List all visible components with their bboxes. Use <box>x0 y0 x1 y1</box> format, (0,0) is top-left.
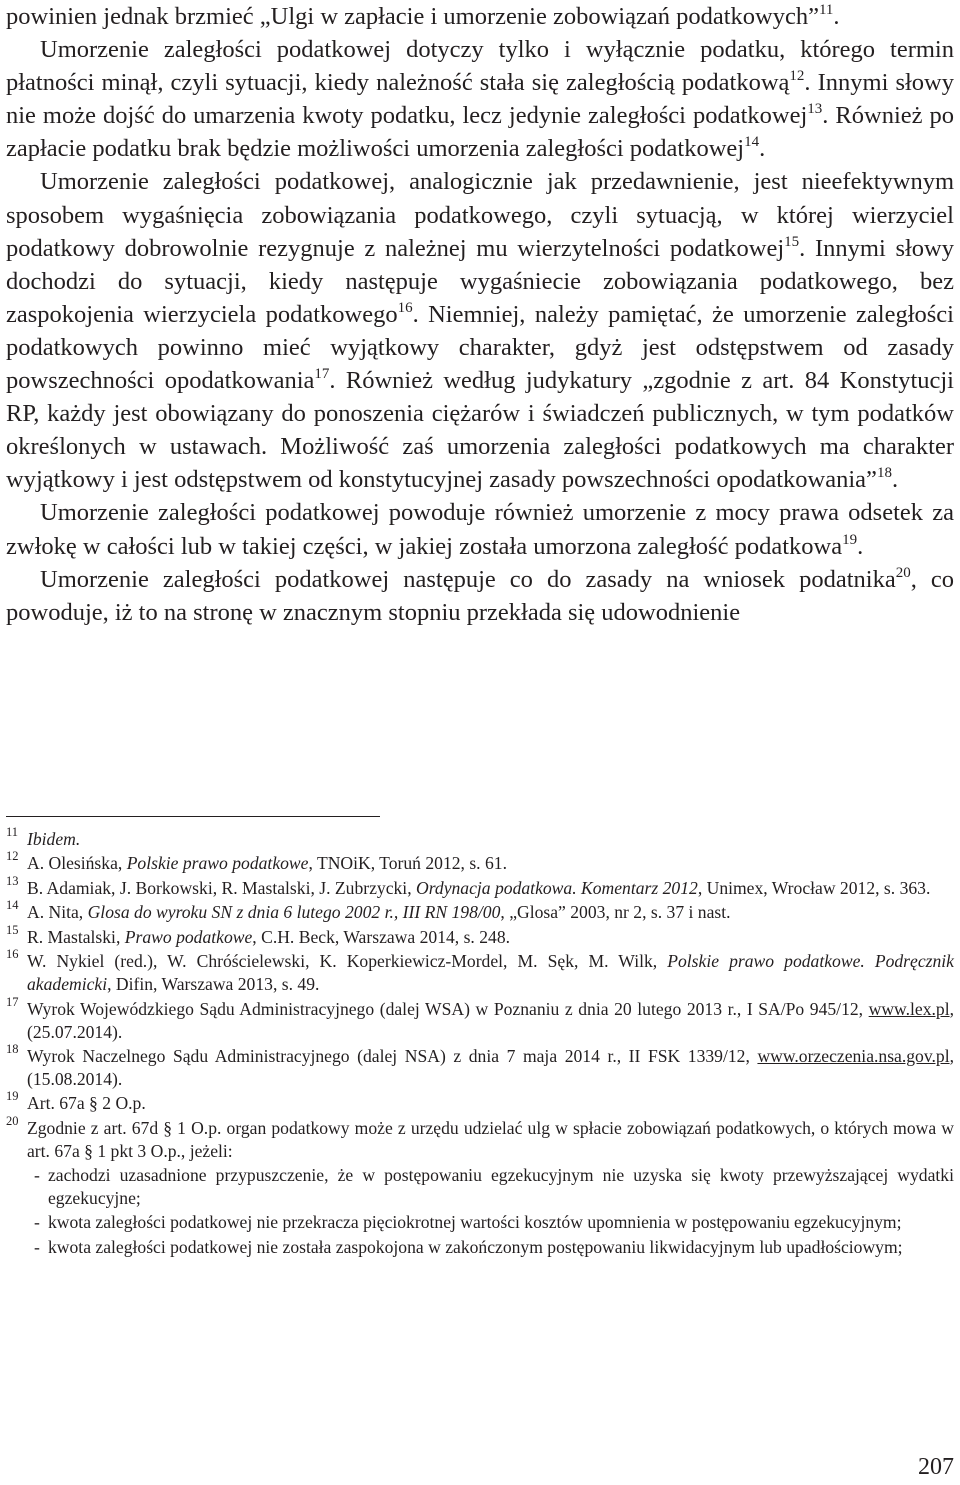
footnote-source: , Difin, Warszawa 2013, s. 49. <box>107 974 320 995</box>
paragraph-text: Umorzenie zaległości podatkowej dotyczy tylko i wyłącznie podatku, którego termin płatności minął, czyli sytuacji, kiedy należność stała się zaległością podatkową <box>6 36 954 97</box>
footnote-ref-15[interactable]: 15 <box>784 233 800 250</box>
paragraph-3 <box>6 165 954 496</box>
paragraph-text: Umorzenie zaległości podatkowej następuje co do zasady na wniosek podatnika <box>40 565 896 593</box>
footnote-text: Ibidem. <box>27 829 81 849</box>
footnote-ref-17[interactable]: 17 <box>314 366 330 383</box>
paragraph-text: . Niemniej, należy pamiętać, że umorzenie zaległości podatkowych powinno mieć wyjątkowy charakter, gdyż jest odstępstwem od zasady powszechności opodatkowania <box>6 300 954 395</box>
footnote-title: Glosa do wyroku SN z dnia 6 lutego 2002 r., III RN 198/00 <box>87 902 501 923</box>
footnote-author: B. Adamiak, J. Borkowski, R. Mastalski, J. Zubrzycki, <box>27 877 416 898</box>
footnote-source: , Unimex, Wrocław 2012, s. 363. <box>697 877 931 898</box>
footnote-link[interactable]: www.lex.pl <box>868 998 950 1019</box>
footnote-number: 16 <box>6 947 19 962</box>
footnote-11 <box>6 825 954 851</box>
footnote-ref-13[interactable]: 13 <box>807 101 823 118</box>
body-text <box>6 0 954 629</box>
list-item-text: kwota zaległości podatkowej nie przekracza pięciokrotnej wartości kosztów upomnienia w postępowaniu egzekucyjnym; <box>48 1212 902 1233</box>
paragraph-1 <box>6 0 954 33</box>
footnote-text: Wyrok Naczelnego Sądu Administracyjnego (dalej NSA) z dnia 7 maja 2014 r., II FSK 1339/12, <box>27 1045 758 1066</box>
footnote-text: Art. 67a § 2 O.p. <box>27 1093 146 1114</box>
paragraph-text: , co powoduje, iż to na stronę w znacznym stopniu przekłada się udowodnienie <box>6 565 954 626</box>
footnote-ref-12[interactable]: 12 <box>789 68 805 85</box>
footnote-20 <box>6 1113 954 1163</box>
list-dash: - <box>34 1236 40 1257</box>
footnote-12 <box>6 849 954 875</box>
paragraph-text: . Innymi słowy dochodzi do sytuacji, kiedy następuje wygaśniecie zobowiązania podatkowego, bez zaspokojenia wierzyciela podatkowego <box>6 234 955 328</box>
page-number: 207 <box>918 1454 954 1480</box>
footnote-13 <box>6 873 954 900</box>
footnote-number: 12 <box>6 849 19 864</box>
footnote-18 <box>6 1041 954 1091</box>
footnote-16 <box>6 947 954 996</box>
paragraph-text: . Innymi słowy nie może dojść do umarzenia kwoty podatku, lecz jedynie zaległości podatkowej <box>6 69 954 130</box>
footnote-ref-20[interactable]: 20 <box>895 564 911 581</box>
footnote-author: R. Mastalski, <box>27 926 125 947</box>
footnote-number: 17 <box>6 994 19 1009</box>
paragraph-text: Umorzenie zaległości podatkowej powoduje również umorzenie z mocy prawa odsetek za zwłokę w całości lub w takiej części, w jakiej została umorzona zaległość podatkowa <box>6 499 954 560</box>
footnote-number: 11 <box>6 825 19 839</box>
footnote-20-list <box>6 1164 954 1259</box>
paragraph-5 <box>6 563 954 629</box>
paragraph-text: . <box>833 3 840 30</box>
footnote-title: Prawo podatkowe <box>124 926 253 947</box>
footnote-ref-14[interactable]: 14 <box>744 134 760 151</box>
paragraph-text: powinien jednak brzmieć „Ulgi w zapłacie i umorzenie zobowiązań podatkowych” <box>6 3 819 30</box>
footnote-text: Zgodnie z art. 67d § 1 O.p. organ podatkowy może z urzędu udzielać ulg w spłacie zobowiązań podatkowych, o których mowa w art. 67a § 1 pkt 3 O.p., jeżeli: <box>27 1117 954 1161</box>
footnote-text: Wyrok Wojewódzkiego Sądu Administracyjnego (dalej WSA) w Poznaniu z dnia 20 lutego 2013 r., I SA/Po 945/12, <box>27 998 869 1019</box>
paragraph-text: . Również według judykatury „zgodnie z art. 84 Konstytucji RP, każdy jest obowiązany do ponoszenia ciężarów i świadczeń publicznych, w tym podatków określonych w ustawach. Możliwość zaś umorzenia zaległości podatkowych ma charakter wyjątkowy i jest odstępstwem od konstytucyjnej zasady powszechności opodatkowania” <box>6 367 954 494</box>
list-item-text: zachodzi uzasadnione przypuszczenie, że w postępowaniu egzekucyjnym nie uzyska się kwoty przewyższającej wydatki egzekucyjne; <box>48 1165 954 1208</box>
footnote-number: 20 <box>6 1113 19 1128</box>
footnote-link[interactable]: www.orzeczenia.nsa.gov.pl <box>757 1045 950 1066</box>
paragraph-text: Umorzenie zaległości podatkowej, analogicznie jak przedawnienie, jest nieefektywnym sposobem wygaśnięcia zobowiązania podatkowego, czyli sytuacją, w której wierzyciel podatkowy dobrowolnie rezygnuje z należnej mu wierzytelności podatkowej <box>6 168 954 262</box>
list-dash: - <box>34 1212 40 1233</box>
footnote-number: 14 <box>6 898 19 913</box>
footnote-author: W. Nykiel (red.), W. Chróścielewski, K. Koperkiewicz-Mordel, M. Sęk, M. Wilk, <box>27 951 668 972</box>
footnote-source: , „Glosa” 2003, nr 2, s. 37 i nast. <box>500 902 731 923</box>
list-item <box>6 1164 954 1210</box>
footnote-15 <box>6 922 954 949</box>
footnote-title: Polskie prawo podatkowe. Podręcznik akademicki <box>27 951 954 995</box>
footnotes <box>6 825 954 1260</box>
footnote-ref-16[interactable]: 16 <box>397 299 413 316</box>
footnote-number: 13 <box>6 873 19 888</box>
footnote-separator <box>6 816 380 817</box>
footnote-title: Ordynacja podatkowa. Komentarz 2012 <box>416 877 698 898</box>
footnote-number: 18 <box>6 1041 19 1056</box>
footnote-14 <box>6 898 954 924</box>
footnote-source: , (15.08.2014). <box>27 1045 954 1089</box>
footnote-17 <box>6 994 954 1044</box>
footnote-source: , (25.07.2014). <box>27 998 954 1042</box>
footnote-title: Polskie prawo podatkowe <box>126 853 309 874</box>
footnote-author: A. Olesińska, <box>27 853 127 874</box>
paragraph-2 <box>6 33 954 165</box>
list-item <box>6 1236 954 1259</box>
footnote-ref-11[interactable]: 11 <box>818 2 834 18</box>
footnote-author: A. Nita, <box>27 902 88 923</box>
footnote-19 <box>6 1089 954 1115</box>
list-item <box>6 1211 954 1234</box>
paragraph-text: . <box>891 466 899 494</box>
footnote-source: , C.H. Beck, Warszawa 2014, s. 248. <box>252 926 511 947</box>
footnote-ref-18[interactable]: 18 <box>876 465 892 482</box>
paragraph-4 <box>6 496 954 562</box>
footnote-number: 19 <box>6 1089 19 1104</box>
list-dash: - <box>34 1165 40 1186</box>
paragraph-text: . <box>857 532 864 560</box>
paragraph-text: . Również po zapłacie podatku brak będzie możliwości umorzenia zaległości podatkowej <box>6 102 955 163</box>
footnote-number: 15 <box>6 922 19 937</box>
list-item-text: kwota zaległości podatkowej nie została zaspokojona w zakończonym postępowaniu likwidacyjnym lub upadłościowym; <box>48 1236 903 1257</box>
paragraph-text: . <box>759 135 766 163</box>
footnote-source: , TNOiK, Toruń 2012, s. 61. <box>308 853 507 874</box>
footnote-ref-19[interactable]: 19 <box>842 531 858 548</box>
